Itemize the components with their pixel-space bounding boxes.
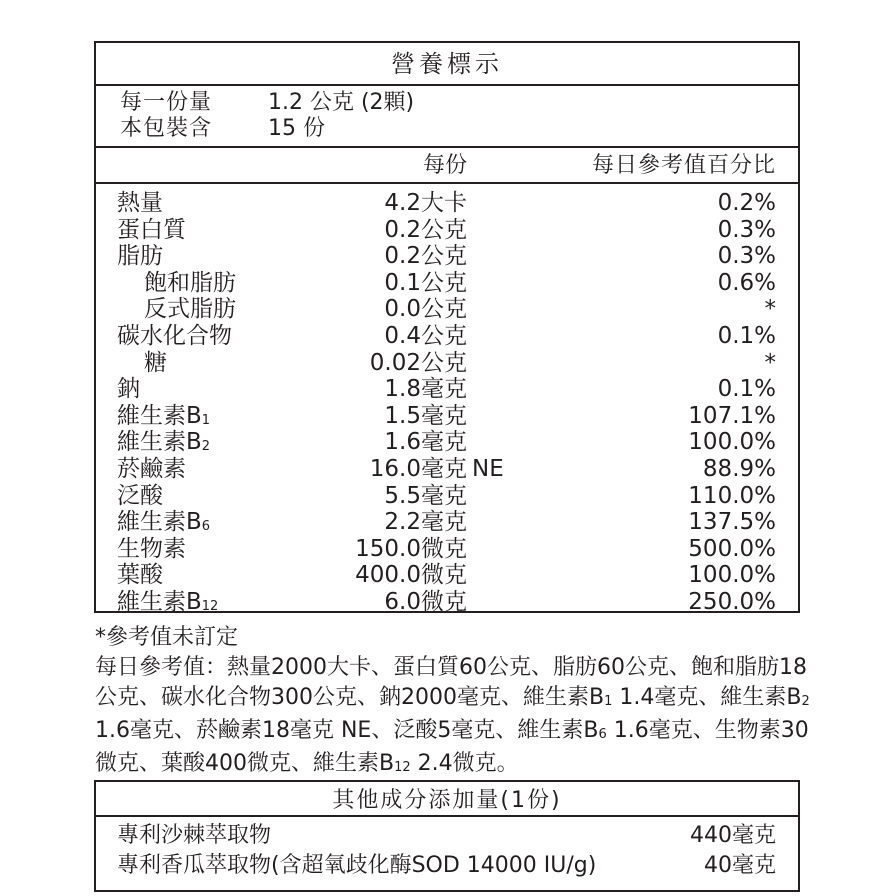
- nutrient-amount: 0.02公克: [369, 349, 467, 376]
- nutrient-amount: 6.0微克: [384, 588, 467, 615]
- nutrient-row: [96, 403, 798, 430]
- serving-size-row: [120, 90, 414, 116]
- nutrient-unit-suffix: NE: [472, 455, 504, 482]
- nutrient-rows: [96, 190, 798, 616]
- nutrient-name: 碳水化合物: [117, 322, 232, 349]
- nutrient-amount: 2.2毫克: [384, 509, 467, 536]
- serving-info: [120, 90, 414, 142]
- nutrient-daily-value: *: [764, 296, 776, 323]
- nutrient-name: 維生素$B_1$: [117, 402, 211, 429]
- nutrient-name: 菸鹼素: [117, 455, 186, 482]
- ingredient-name: 專利香瓜萃取物(含超氧歧化酶SOD 14000 IU/g): [117, 853, 597, 878]
- nutrient-row: [96, 296, 798, 323]
- servings-label: 本包裝含: [120, 116, 213, 141]
- daily-values-note: 每日參考值：熱量2000大卡、蛋白質60公克、脂肪60公克、飽和脂肪18公克、碳水化合物300公克、鈉2000毫克、維生素$B_1$ 1.4毫克、維生素$B_2$ 1.6毫克、菸鹼素18毫克 NE、泛酸5毫克、維生素$B_6$ 1.6毫克、生物素30微克、葉酸400微克、維生素$B_{12}$ 2.4微克。: [95, 655, 810, 776]
- nutrition-facts-table: [94, 41, 800, 613]
- nutrient-name: 鈉: [117, 376, 140, 403]
- nutrient-daily-value: 88.9%: [702, 455, 776, 482]
- nutrient-name: 熱量: [117, 190, 163, 216]
- nutrient-amount: 0.1公克: [384, 269, 467, 296]
- nutrient-daily-value: 0.1%: [717, 322, 776, 349]
- nutrient-name: 生物素: [117, 535, 186, 562]
- nutrient-name: 飽和脂肪: [144, 269, 236, 296]
- nutrient-amount: 150.0微克: [355, 535, 467, 562]
- nutrient-daily-value: 0.1%: [717, 376, 776, 403]
- nutrient-row: [96, 323, 798, 350]
- nutrient-amount: 0.0公克: [384, 296, 467, 323]
- nutrient-daily-value: 0.2%: [717, 190, 776, 216]
- nutrient-amount: 0.2公克: [384, 216, 467, 243]
- nutrient-row: [96, 217, 798, 244]
- nutrient-name: 葉酸: [117, 562, 163, 589]
- nutrient-name: 蛋白質: [117, 216, 186, 243]
- nutrient-name: 反式脂肪: [144, 296, 236, 323]
- footnote: *參考值未訂定: [95, 625, 239, 650]
- nutrient-daily-value: 100.0%: [688, 562, 776, 589]
- nutrient-row: [96, 243, 798, 270]
- nutrient-name: 維生素$B_2$: [117, 429, 211, 456]
- nutrient-row: [96, 536, 798, 563]
- nutrient-daily-value: 0.3%: [717, 216, 776, 243]
- nutrient-amount: 400.0微克: [355, 562, 467, 589]
- nutrient-row: [96, 350, 798, 377]
- nutrient-name: 維生素$B_6$: [117, 509, 211, 536]
- nutrient-row: [96, 270, 798, 297]
- other-ingredients-table: [94, 780, 800, 892]
- nutrient-amount: 4.2大卡: [384, 190, 467, 216]
- servings-value: 15 份: [268, 116, 325, 141]
- ingredient-name: 專利沙棘萃取物: [117, 823, 272, 848]
- nutrient-amount: 1.5毫克: [384, 402, 467, 429]
- serving-size-value: 1.2 公克 (2顆): [268, 90, 415, 115]
- nutrient-daily-value: 250.0%: [688, 588, 776, 615]
- nutrient-daily-value: 500.0%: [688, 535, 776, 562]
- divider: [96, 84, 798, 86]
- nutrient-amount: 0.2公克: [384, 243, 467, 270]
- nutrient-name: 維生素$B_{12}$: [117, 588, 219, 615]
- nutrient-name: 脂肪: [117, 243, 163, 270]
- nutrient-amount: 0.4公克: [384, 322, 467, 349]
- serving-size-label: 每一份量: [120, 90, 213, 115]
- nutrient-row: [96, 456, 798, 483]
- nutrient-amount: 1.8毫克: [384, 376, 467, 403]
- notes: [95, 623, 815, 782]
- nutrient-name: 糖: [144, 349, 167, 376]
- servings-per-pack-row: [120, 116, 414, 142]
- nutrient-row: [96, 483, 798, 510]
- nutrient-daily-value: 0.6%: [717, 269, 776, 296]
- ingredient-amount: 40毫克: [704, 853, 776, 878]
- nutrient-row: [96, 509, 798, 536]
- nutrient-amount: 5.5毫克: [384, 482, 467, 509]
- nutrient-row: [96, 376, 798, 403]
- nutrient-name: 泛酸: [117, 482, 163, 509]
- column-header-per-serving: 每份: [422, 153, 467, 178]
- nutrient-amount: 1.6毫克: [384, 429, 467, 456]
- divider: [96, 815, 798, 817]
- column-header-daily-value: 每日參考值百分比: [591, 153, 776, 178]
- nutrient-row: [96, 429, 798, 456]
- nutrient-daily-value: 100.0%: [688, 429, 776, 456]
- nutrient-daily-value: 0.3%: [717, 243, 776, 270]
- nutrient-row: [96, 562, 798, 589]
- divider: [96, 146, 798, 148]
- ingredient-amount: 440毫克: [690, 823, 776, 848]
- divider: [96, 182, 798, 184]
- nutrient-row: [96, 190, 798, 217]
- nutrient-daily-value: 137.5%: [688, 509, 776, 536]
- other-ingredients-title: 其他成分添加量(1份): [332, 788, 562, 813]
- nutrient-daily-value: *: [764, 349, 776, 376]
- nutrient-daily-value: 110.0%: [688, 482, 776, 509]
- nutrient-row: [96, 589, 798, 616]
- nutrient-daily-value: 107.1%: [688, 402, 776, 429]
- nutrition-title: 營養標示: [391, 50, 503, 78]
- nutrient-amount: 16.0毫克: [369, 455, 467, 482]
